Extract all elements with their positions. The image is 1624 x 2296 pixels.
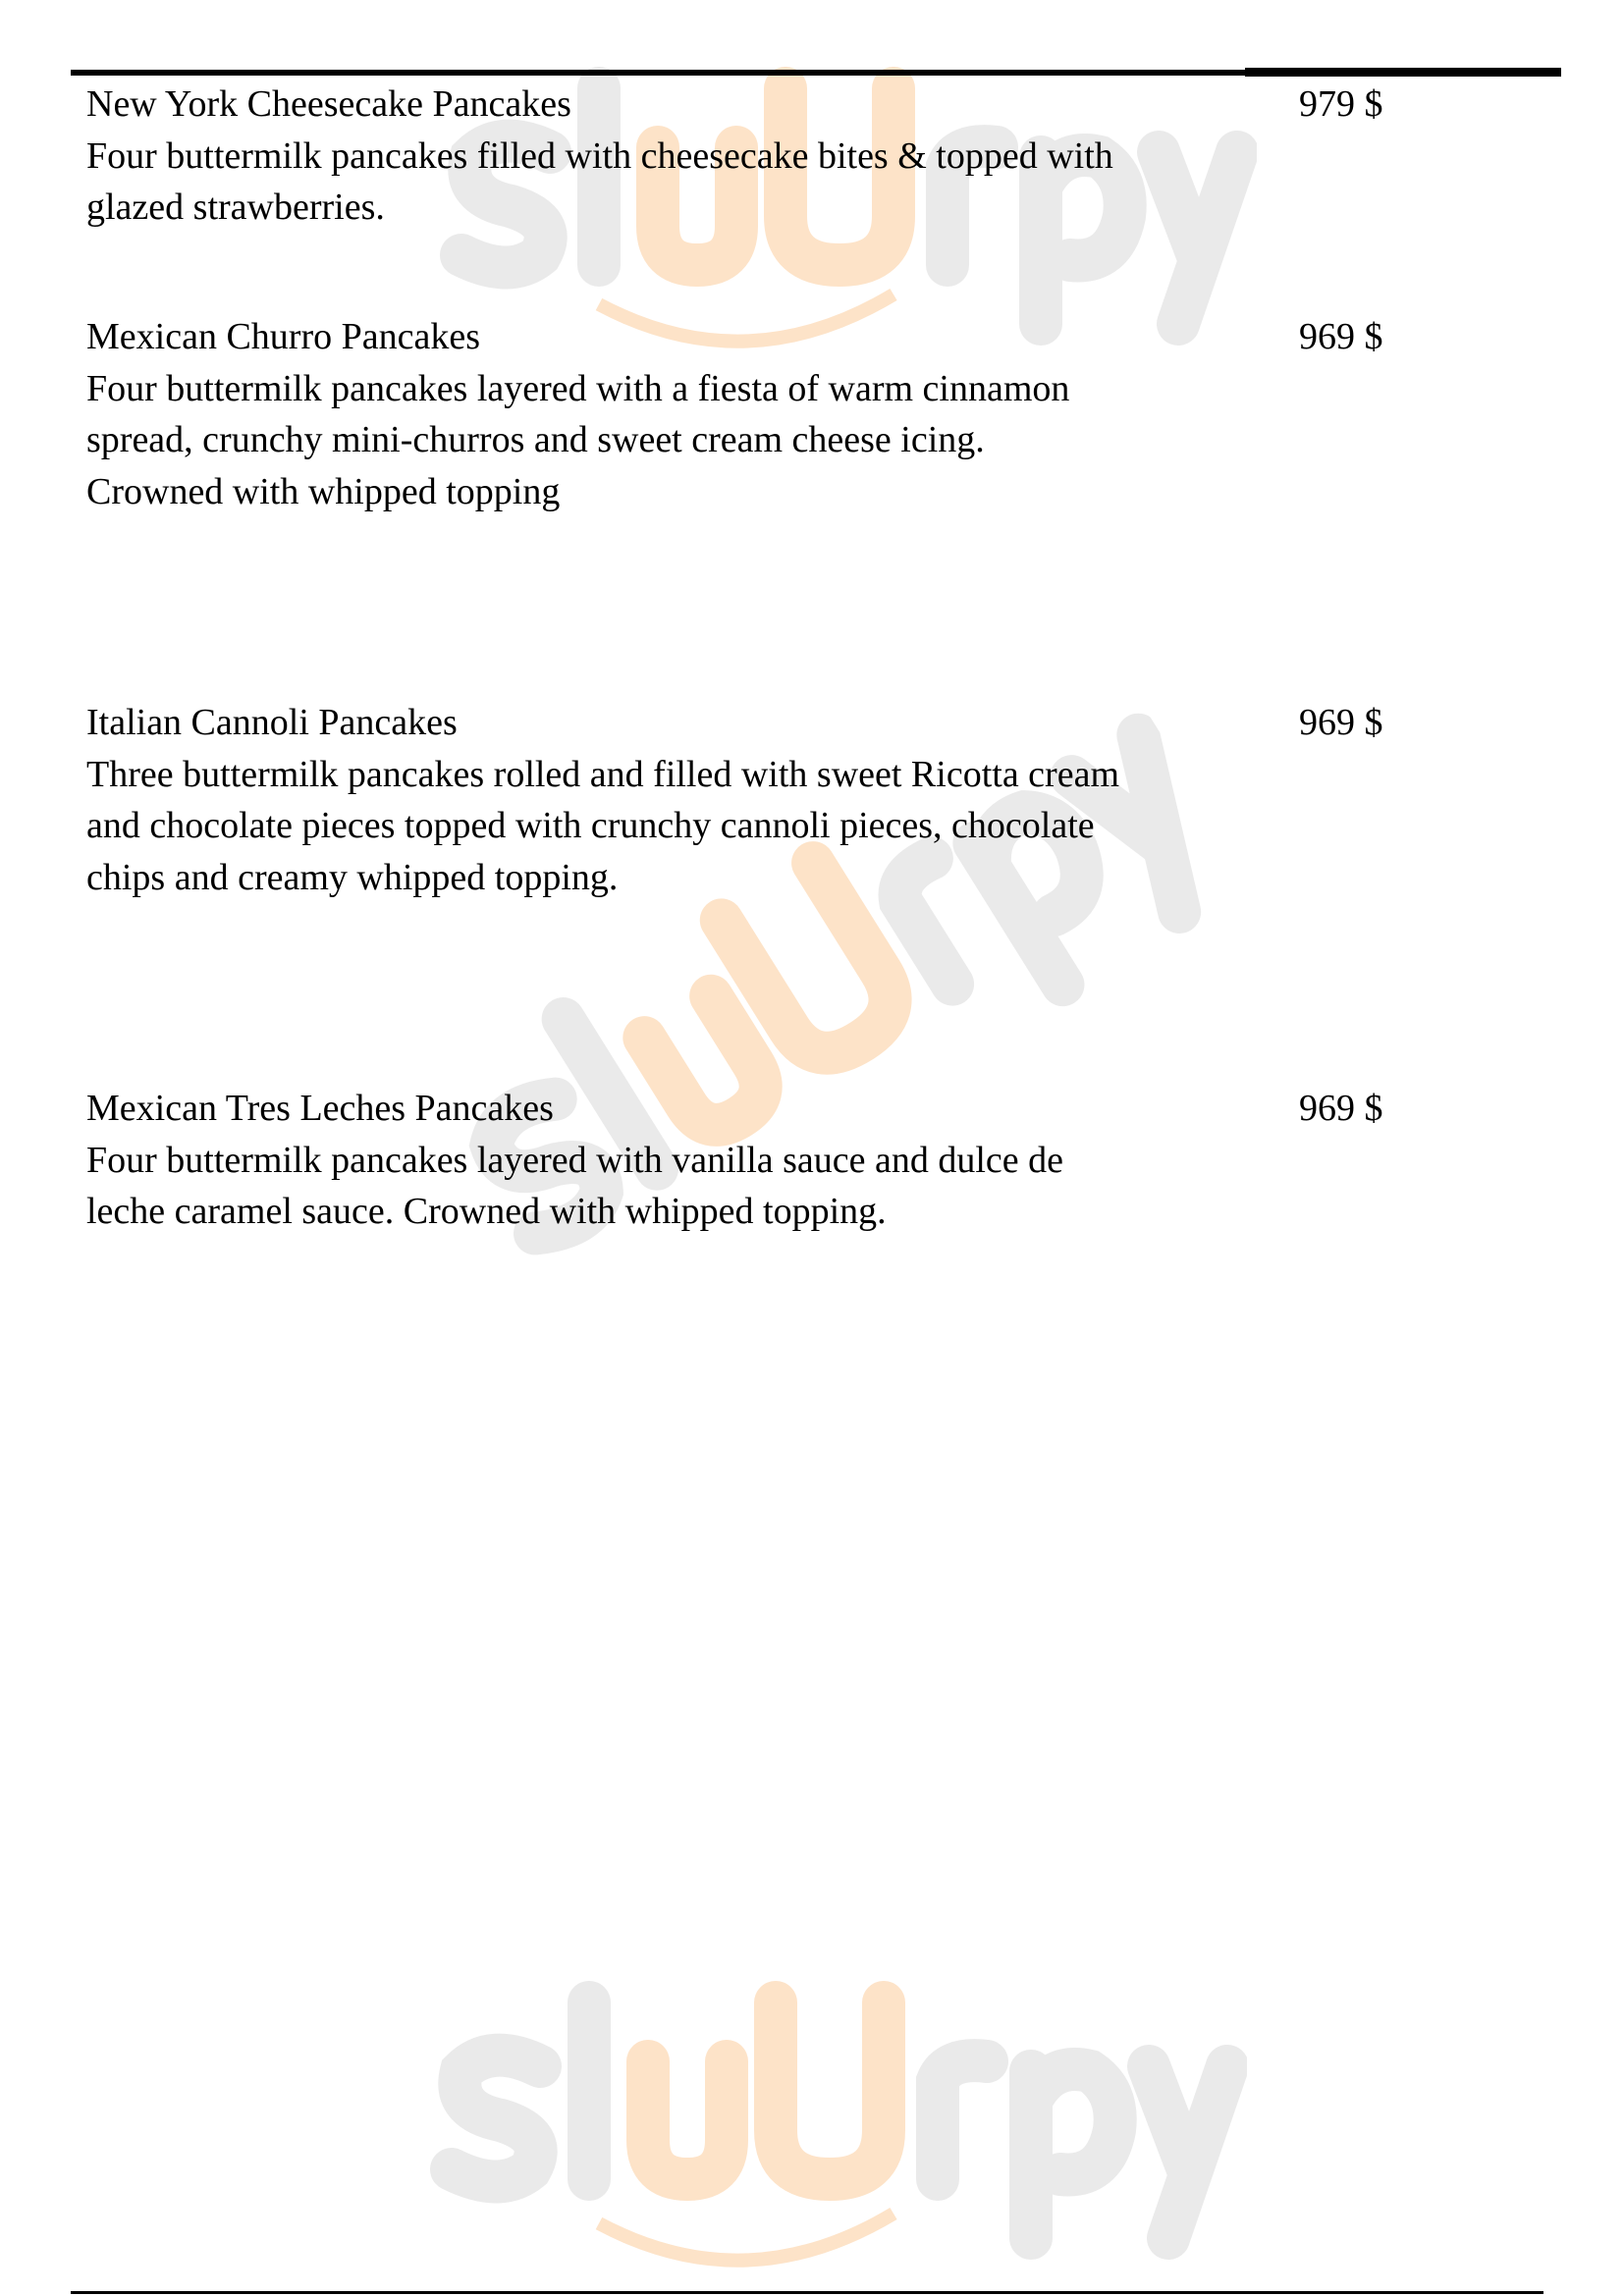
watermark-logo xyxy=(412,1973,1247,2287)
item-description: Four buttermilk pancakes filled with cheesecake bites & topped with glazed strawberries. xyxy=(86,134,1113,228)
item-name: Italian Cannoli Pancakes xyxy=(86,702,458,743)
item-price: 969 $ xyxy=(1299,316,1383,357)
item-name: New York Cheesecake Pancakes xyxy=(86,83,571,125)
menu-item xyxy=(86,1083,1063,1238)
menu-item xyxy=(86,311,1069,517)
item-description: Four buttermilk pancakes layered with vanilla sauce and dulce de leche caramel sauce. Crowned with whipped topping. xyxy=(86,1139,1064,1232)
menu-item xyxy=(86,697,1119,903)
item-price: 979 $ xyxy=(1299,83,1383,125)
item-price: 969 $ xyxy=(1299,702,1383,743)
menu-item xyxy=(86,79,1113,234)
item-description: Four buttermilk pancakes layered with a fiesta of warm cinnamon spread, crunchy mini-churros and sweet cream cheese icing. Crowned with whipped topping xyxy=(86,367,1070,512)
top-rule xyxy=(71,70,1245,76)
item-name: Mexican Tres Leches Pancakes xyxy=(86,1088,554,1129)
item-description: Three buttermilk pancakes rolled and filled with sweet Ricotta cream and chocolate pieces topped with crunchy cannoli pieces, chocolate chips and creamy whipped topping. xyxy=(86,753,1119,898)
item-price: 969 $ xyxy=(1299,1088,1383,1129)
bottom-rule xyxy=(71,2291,1543,2294)
item-name: Mexican Churro Pancakes xyxy=(86,316,480,357)
top-rule-right xyxy=(1245,68,1561,77)
